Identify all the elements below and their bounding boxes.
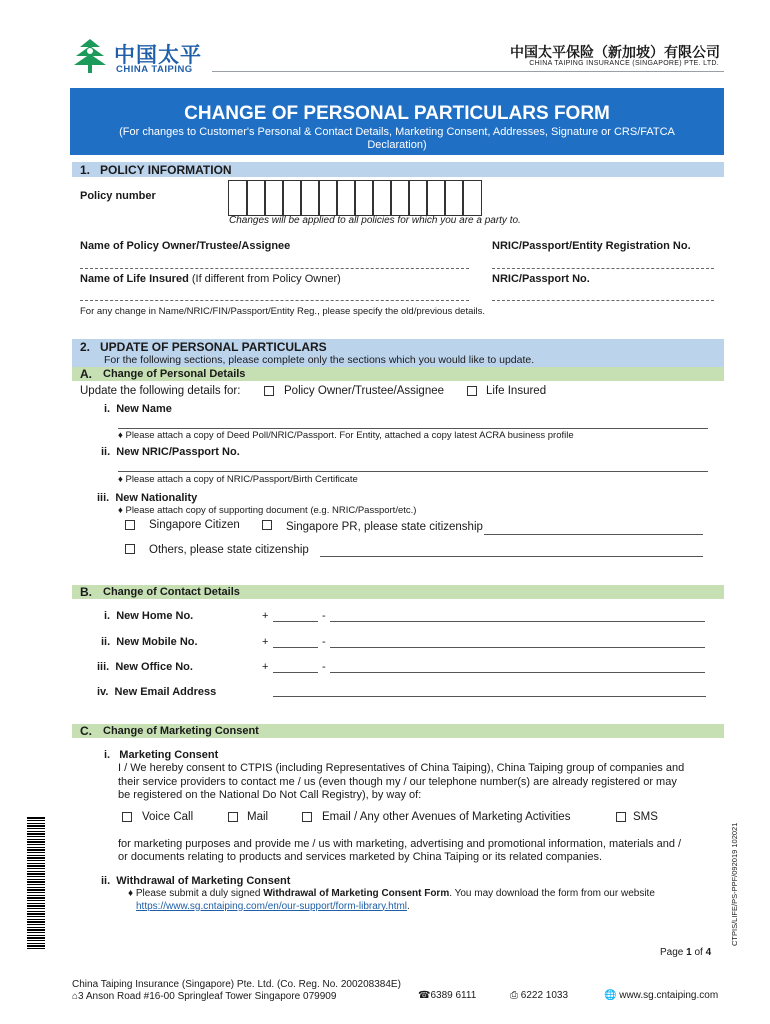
mc-line3: be registered on the National Do Not Call Registry), by way of: — [118, 789, 422, 801]
page-current: 1 — [686, 947, 692, 958]
new-nric-note: ♦ Please attach a copy of NRIC/Passport/Birth Certificate — [118, 474, 358, 485]
mc-line1: I / We hereby consent to CTPIS (including Representatives of China Taiping), China Taiping group of companies and — [118, 762, 685, 774]
home-country-code-field[interactable] — [273, 621, 318, 622]
option-life-insured: Life Insured — [486, 385, 547, 397]
option-voice-call: Voice Call — [142, 811, 194, 823]
checkbox-mail[interactable] — [228, 812, 238, 822]
form-subtitle — [70, 126, 724, 152]
globe-icon: 🌐 — [604, 990, 617, 1001]
footer-web — [604, 990, 718, 1001]
mobile-dash: - — [322, 636, 326, 648]
option-singapore-citizen: Singapore Citizen — [149, 519, 240, 531]
withdrawal-label: ii. Withdrawal of Marketing Consent — [101, 875, 291, 887]
checkbox-others[interactable] — [125, 544, 135, 554]
new-nric-field[interactable] — [118, 471, 708, 472]
office-number-field[interactable] — [330, 672, 705, 673]
footer-web-text[interactable]: www.sg.cntaiping.com — [619, 990, 719, 1001]
company-name-cn: 中国太平保险（新加坡）有限公司 — [510, 45, 720, 61]
insured-name-label — [80, 273, 341, 285]
page-total: 4 — [705, 947, 712, 958]
subtitle-line2: Declaration) — [367, 139, 427, 151]
policy-number-boxes[interactable] — [228, 180, 494, 214]
owner-id-label: NRIC/Passport/Entity Registration No. — [492, 240, 691, 252]
home-no-label: i. New Home No. — [104, 610, 194, 622]
section2-title: 2. UPDATE OF PERSONAL PARTICULARS — [80, 340, 327, 354]
insured-name-field[interactable] — [80, 300, 469, 301]
option-sms: SMS — [633, 811, 658, 823]
footer-phone — [418, 990, 476, 1001]
office-plus: + — [262, 661, 269, 673]
footer-address-text: 3 Anson Road #16-00 Springleaf Tower Singapore 079909 — [78, 991, 337, 1002]
purpose-line2: or documents relating to products and services marketed by China Taiping or its related companies. — [118, 851, 603, 863]
subsection-b-letter: B. — [80, 585, 92, 599]
footer-company: China Taiping Insurance (Singapore) Pte. Ltd. (Co. Reg. No. 200208384E) — [72, 979, 401, 990]
email-label: iv. New Email Address — [97, 686, 217, 698]
footer-address — [72, 991, 336, 1002]
logo-text-cn: 中国太平 — [114, 43, 202, 67]
new-name-note: ♦ Please attach a copy of Deed Poll/NRIC/Passport. For Entity, attached a copy latest ACRA business profile — [118, 430, 574, 441]
office-no-label: iii. New Office No. — [97, 661, 193, 673]
email-field[interactable] — [273, 696, 706, 697]
update-details-label: Update the following details for: — [80, 385, 241, 397]
others-citizenship-field[interactable] — [320, 556, 703, 557]
pr-citizenship-field[interactable] — [484, 534, 703, 535]
logo-text-en: CHINA TAIPING — [116, 64, 193, 75]
new-name-field[interactable] — [118, 428, 708, 429]
option-others: Others, please state citizenship — [149, 544, 309, 556]
withdrawal-end: . — [407, 900, 410, 912]
title-banner — [70, 88, 724, 155]
checkbox-email-marketing[interactable] — [302, 812, 312, 822]
logo — [72, 37, 217, 77]
marketing-purpose-text — [118, 838, 724, 864]
marketing-consent-text — [118, 762, 724, 803]
new-nric-label: ii. New NRIC/Passport No. — [101, 446, 240, 458]
changes-note: Changes will be applied to all policies for which you are a party to. — [229, 215, 521, 226]
section2-intro: For the following sections, please complete only the sections which you would like to update. — [104, 354, 535, 366]
insured-id-field[interactable] — [492, 300, 714, 301]
marketing-consent-label: i. Marketing Consent — [104, 749, 219, 761]
subsection-c-title: Change of Marketing Consent — [103, 725, 259, 737]
new-name-label: i. New Name — [104, 403, 172, 415]
subsection-c-letter: C. — [80, 724, 92, 738]
insured-name-label-bold: Name of Life Insured — [80, 273, 189, 285]
option-singapore-pr: Singapore PR, please state citizenship — [286, 521, 483, 533]
home-icon: ⌂ — [72, 991, 79, 1002]
home-dash: - — [322, 610, 326, 622]
option-mail: Mail — [247, 811, 269, 823]
checkbox-sms[interactable] — [616, 812, 626, 822]
side-document-code: CTPIS/LIFE/PS-PPF/092019 102021 — [730, 822, 739, 946]
form-library-link[interactable]: https://www.sg.cntaiping.com/en/our-support/form-library.html — [136, 900, 408, 912]
barcode — [27, 817, 45, 949]
checkbox-life-insured[interactable] — [467, 386, 477, 396]
checkbox-singapore-pr[interactable] — [262, 520, 272, 530]
china-taiping-logo-icon — [72, 37, 108, 75]
withdrawal-text — [128, 888, 718, 913]
checkbox-policy-owner[interactable] — [264, 386, 274, 396]
withdrawal-form-name: Withdrawal of Marketing Consent Form — [263, 888, 450, 899]
home-number-field[interactable] — [330, 621, 705, 622]
fax-icon: ⎙ — [510, 990, 518, 1001]
subtitle-line1: (For changes to Customer's Personal & Contact Details, Marketing Consent, Addresses, Signature or CRS/FATCA — [119, 126, 675, 138]
purpose-line1: for marketing purposes and provide me / us with marketing, advertising and promotional information, materials and / — [118, 838, 682, 850]
mc-line2: their service providers to contact me / us (even though my / our telephone number(s) are already registered or may — [118, 775, 677, 788]
footer-fax-text: 6222 1033 — [520, 990, 569, 1001]
footer-phone-text: 6389 6111 — [430, 990, 477, 1001]
owner-name-label: Name of Policy Owner/Trustee/Assignee — [80, 240, 291, 252]
policy-number-label: Policy number — [80, 190, 156, 202]
withdrawal-post: . You may download the form from our website — [449, 888, 655, 899]
page-of: of — [691, 947, 706, 958]
subsection-a-letter: A. — [80, 367, 92, 381]
phone-icon: ☎ — [418, 990, 431, 1001]
home-plus: + — [262, 610, 269, 622]
section1-title: 1. POLICY INFORMATION — [80, 163, 232, 177]
form-title: CHANGE OF PERSONAL PARTICULARS FORM — [184, 103, 610, 124]
insured-id-label: NRIC/Passport No. — [492, 273, 590, 285]
new-nationality-note: ♦ Please attach copy of supporting document (e.g. NRIC/Passport/etc.) — [118, 505, 417, 516]
page-prefix: Page — [660, 947, 687, 958]
page-number — [660, 947, 711, 958]
header-rule — [212, 71, 724, 72]
subsection-a-title: Change of Personal Details — [103, 368, 246, 380]
owner-name-field[interactable] — [80, 268, 469, 269]
checkbox-singapore-citizen[interactable] — [125, 520, 135, 530]
insured-name-label-rest: (If different from Policy Owner) — [188, 273, 341, 285]
office-dash: - — [322, 661, 326, 673]
change-note: For any change in Name/NRIC/FIN/Passport/Entity Reg., please specify the old/previous details. — [80, 306, 485, 317]
company-name-en: CHINA TAIPING INSURANCE (SINGAPORE) PTE. LTD. — [529, 60, 719, 67]
checkbox-voice-call[interactable] — [122, 812, 132, 822]
mobile-country-code-field[interactable] — [273, 647, 318, 648]
office-country-code-field[interactable] — [273, 672, 318, 673]
option-policy-owner: Policy Owner/Trustee/Assignee — [284, 385, 445, 397]
new-nationality-label: iii. New Nationality — [97, 492, 198, 504]
mobile-number-field[interactable] — [330, 647, 705, 648]
option-email-marketing: Email / Any other Avenues of Marketing Activities — [322, 811, 571, 823]
footer-fax — [510, 990, 568, 1001]
subsection-b-title: Change of Contact Details — [103, 586, 240, 598]
mobile-no-label: ii. New Mobile No. — [101, 636, 198, 648]
mobile-plus: + — [262, 636, 269, 648]
withdrawal-pre: ♦ Please submit a duly signed — [128, 888, 264, 899]
owner-id-field[interactable] — [492, 268, 714, 269]
